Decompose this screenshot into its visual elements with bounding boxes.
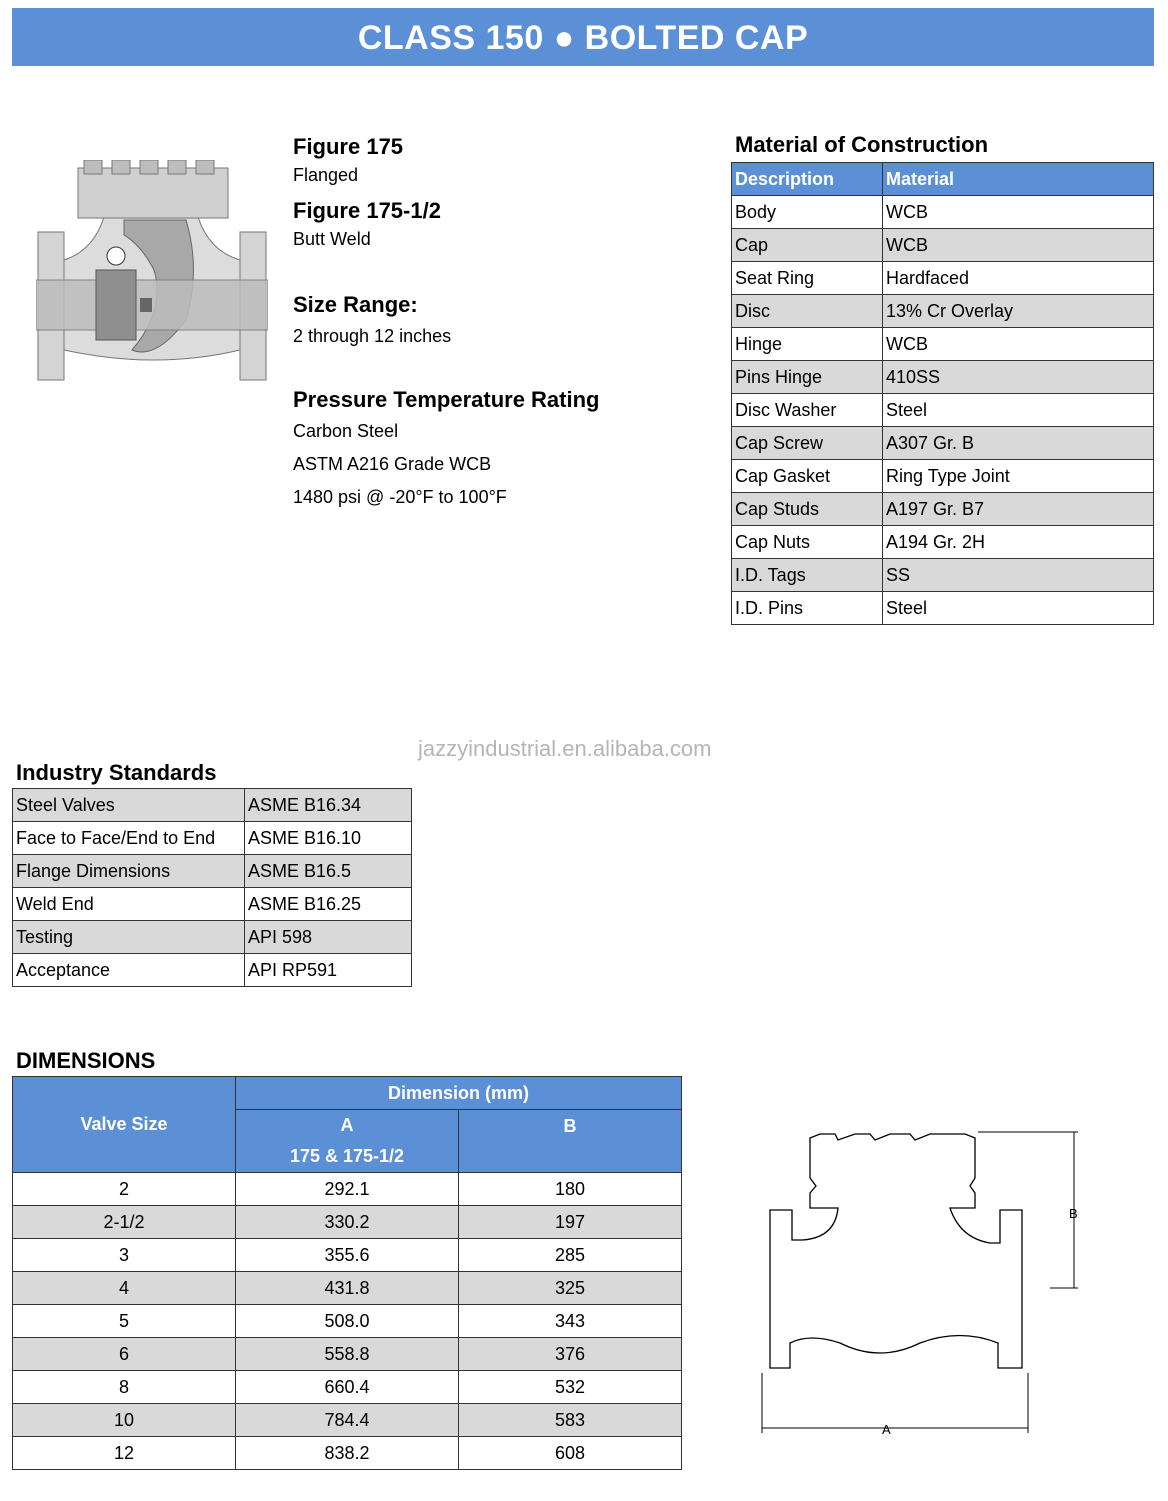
dimension-a-label: A <box>340 1115 354 1135</box>
materials-title: Material of Construction <box>735 132 989 157</box>
watermark: jazzyindustrial.en.alibaba.com <box>418 736 712 761</box>
valve-size-cell: 2 <box>13 1173 236 1206</box>
valve-size-cell: 3 <box>13 1239 236 1272</box>
dimension-a-cell: 431.8 <box>236 1272 459 1305</box>
dimension-b-cell: 325 <box>459 1272 682 1305</box>
material-value: 13% Cr Overlay <box>883 295 1154 328</box>
materials-row <box>732 328 1154 361</box>
standard-name: Face to Face/End to End <box>13 822 245 855</box>
materials-row <box>732 295 1154 328</box>
materials-table <box>731 162 1154 625</box>
materials-row <box>732 592 1154 625</box>
dimension-a-cell: 558.8 <box>236 1338 459 1371</box>
dimension-b-cell: 285 <box>459 1239 682 1272</box>
material-value: SS <box>883 559 1154 592</box>
standards-row <box>13 954 412 987</box>
dimension-b-cell: 197 <box>459 1206 682 1239</box>
size-range-title: Size Range: <box>293 292 418 317</box>
dimension-a-cell: 330.2 <box>236 1206 459 1239</box>
dimension-row <box>13 1371 682 1404</box>
materials-row <box>732 262 1154 295</box>
rating-line: ASTM A216 Grade WCB <box>293 454 492 474</box>
dimension-b-cell: 180 <box>459 1173 682 1206</box>
material-description: Disc Washer <box>732 394 883 427</box>
dimension-b-header: B <box>459 1110 682 1173</box>
standard-name: Testing <box>13 921 245 954</box>
dimension-header: Dimension (mm) <box>236 1077 682 1110</box>
dimension-a-sublabel: 175 & 175-1/2 <box>289 1146 405 1166</box>
dimension-row <box>13 1206 682 1239</box>
materials-row <box>732 526 1154 559</box>
materials-row <box>732 361 1154 394</box>
standards-row <box>13 855 412 888</box>
material-value: WCB <box>883 328 1154 361</box>
drawing-label-b: B <box>1069 1206 1078 1221</box>
dimension-a-cell: 660.4 <box>236 1371 459 1404</box>
materials-row <box>732 493 1154 526</box>
dimension-row <box>13 1404 682 1437</box>
valve-size-cell: 2-1/2 <box>13 1206 236 1239</box>
dimension-a-cell: 838.2 <box>236 1437 459 1470</box>
standard-name: Flange Dimensions <box>13 855 245 888</box>
dimension-b-cell: 376 <box>459 1338 682 1371</box>
standards-title: Industry Standards <box>16 760 217 785</box>
standard-code: ASME B16.34 <box>245 789 412 822</box>
standards-row <box>13 888 412 921</box>
dimension-a-cell: 508.0 <box>236 1305 459 1338</box>
dimensions-title: DIMENSIONS <box>16 1048 156 1073</box>
material-value: 410SS <box>883 361 1154 394</box>
dimension-row <box>13 1173 682 1206</box>
material-value: Steel <box>883 592 1154 625</box>
dimensions-table <box>12 1076 682 1470</box>
material-value: A307 Gr. B <box>883 427 1154 460</box>
standard-name: Weld End <box>13 888 245 921</box>
standard-code: API RP591 <box>245 954 412 987</box>
standard-code: ASME B16.5 <box>245 855 412 888</box>
dimension-row <box>13 1239 682 1272</box>
material-description: Disc <box>732 295 883 328</box>
material-description: Pins Hinge <box>732 361 883 394</box>
dimension-a-header <box>236 1110 459 1173</box>
standard-name: Acceptance <box>13 954 245 987</box>
material-description: Body <box>732 196 883 229</box>
dimension-a-cell: 355.6 <box>236 1239 459 1272</box>
materials-row <box>732 196 1154 229</box>
standard-code: API 598 <box>245 921 412 954</box>
standards-row <box>13 789 412 822</box>
materials-row <box>732 559 1154 592</box>
valve-size-cell: 8 <box>13 1371 236 1404</box>
figure-175-half-title: Figure 175-1/2 <box>293 198 441 223</box>
dimension-a-cell: 292.1 <box>236 1173 459 1206</box>
material-value: A194 Gr. 2H <box>883 526 1154 559</box>
standard-code: ASME B16.25 <box>245 888 412 921</box>
rating-line: Carbon Steel <box>293 421 399 441</box>
dimension-b-cell: 608 <box>459 1437 682 1470</box>
materials-row <box>732 460 1154 493</box>
dimension-row <box>13 1437 682 1470</box>
dimension-b-cell: 343 <box>459 1305 682 1338</box>
page-banner: CLASS 150 ● BOLTED CAP <box>12 8 1154 66</box>
material-value: Hardfaced <box>883 262 1154 295</box>
standard-code: ASME B16.10 <box>245 822 412 855</box>
dimension-drawing <box>760 1128 1090 1438</box>
valve-size-header: Valve Size <box>13 1077 236 1173</box>
material-value: Steel <box>883 394 1154 427</box>
material-value: A197 Gr. B7 <box>883 493 1154 526</box>
material-description: Cap Studs <box>732 493 883 526</box>
dimension-row <box>13 1272 682 1305</box>
valve-specs <box>293 132 713 514</box>
standards-row <box>13 921 412 954</box>
material-description: Seat Ring <box>732 262 883 295</box>
dimension-b-cell: 532 <box>459 1371 682 1404</box>
standards-table <box>12 788 412 987</box>
valve-size-cell: 5 <box>13 1305 236 1338</box>
standard-name: Steel Valves <box>13 789 245 822</box>
material-description: Cap <box>732 229 883 262</box>
drawing-label-a: A <box>882 1422 891 1437</box>
materials-row <box>732 427 1154 460</box>
material-description: I.D. Pins <box>732 592 883 625</box>
figure-175-type: Flanged <box>293 165 359 185</box>
material-description: Cap Nuts <box>732 526 883 559</box>
figure-175-half-type: Butt Weld <box>293 229 371 249</box>
materials-header-material: Material <box>883 163 1154 196</box>
material-value: WCB <box>883 229 1154 262</box>
material-description: Hinge <box>732 328 883 361</box>
figure-175-title: Figure 175 <box>293 134 404 159</box>
dimension-row <box>13 1338 682 1371</box>
valve-size-cell: 10 <box>13 1404 236 1437</box>
valve-size-cell: 6 <box>13 1338 236 1371</box>
valve-cutaway-image <box>36 160 268 384</box>
materials-row <box>732 229 1154 262</box>
valve-size-cell: 4 <box>13 1272 236 1305</box>
size-range-value: 2 through 12 inches <box>293 326 452 346</box>
material-description: Cap Screw <box>732 427 883 460</box>
standards-row <box>13 822 412 855</box>
dimension-row <box>13 1305 682 1338</box>
materials-header-description: Description <box>732 163 883 196</box>
materials-row <box>732 394 1154 427</box>
material-value: WCB <box>883 196 1154 229</box>
rating-title: Pressure Temperature Rating <box>293 387 600 412</box>
rating-line: 1480 psi @ -20°F to 100°F <box>293 487 507 507</box>
valve-size-cell: 12 <box>13 1437 236 1470</box>
material-description: I.D. Tags <box>732 559 883 592</box>
material-value: Ring Type Joint <box>883 460 1154 493</box>
dimension-a-cell: 784.4 <box>236 1404 459 1437</box>
material-description: Cap Gasket <box>732 460 883 493</box>
dimension-b-cell: 583 <box>459 1404 682 1437</box>
